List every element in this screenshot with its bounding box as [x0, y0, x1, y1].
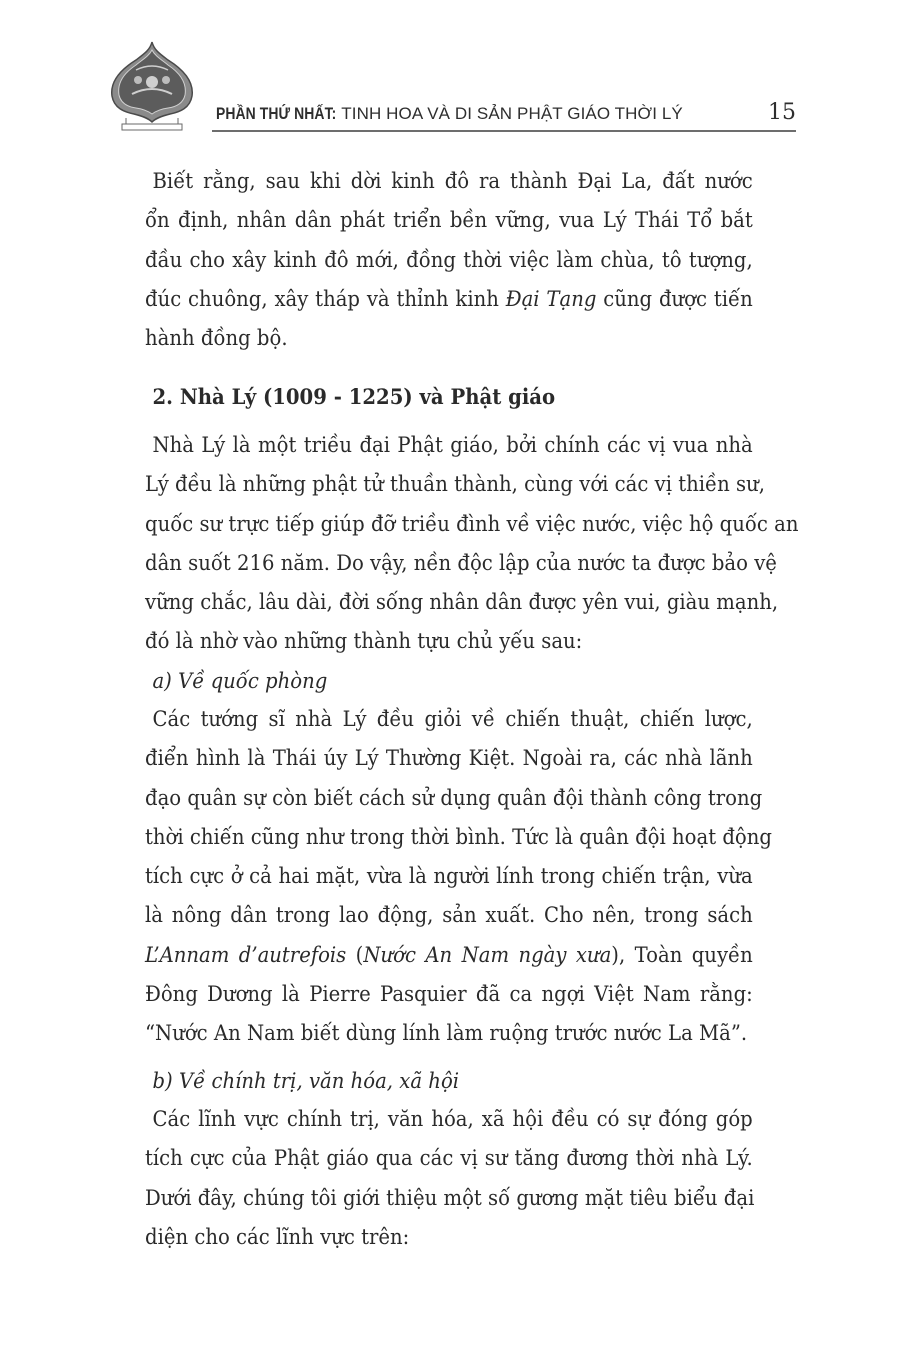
text-line: đạo quân sự còn biết cách sử dụng quân đội thành công trong [145, 785, 763, 810]
subheading-text: a) Về quốc phòng [152, 668, 328, 693]
text-span: ), Toàn quyền [611, 942, 753, 967]
text-line: điển hình là Thái úy Lý Thường Kiệt. Ngoài ra, các nhà lãnh [145, 746, 753, 771]
text-line: ổn định, nhân dân phát triển bền vững, vua Lý Thái Tổ bắt [145, 208, 753, 233]
text-line: là nông dân trong lao động, sản xuất. Cho nên, trong sách [145, 903, 753, 928]
text-line: Các tướng sĩ nhà Lý đều giỏi về chiến thuật, chiến lược, [152, 707, 753, 731]
running-header [216, 104, 683, 124]
paragraph-defense [145, 700, 772, 1054]
text-line: Nhà Lý là một triều đại Phật giáo, bởi chính các vị vua nhà [152, 433, 753, 457]
italic-title: Đại Tạng [505, 286, 597, 311]
paragraph-politics [145, 1100, 753, 1257]
text-line: “Nước An Nam biết dùng lính làm ruộng trước nước La Mã”. [145, 1021, 748, 1046]
subheading-text: b) Về chính trị, văn hóa, xã hội [152, 1069, 460, 1093]
italic-title: Nước An Nam ngày xưa [363, 942, 612, 967]
text-span: cũng được tiến [596, 286, 753, 311]
text-line: thời chiến cũng như trong thời bình. Tức là quân đội hoạt động [145, 824, 772, 849]
text-line: Dưới đây, chúng tôi giới thiệu một số gương mặt tiêu biểu đại [145, 1185, 755, 1210]
text-line: tích cực của Phật giáo qua các vị sư tăng đương thời nhà Lý. [145, 1146, 753, 1171]
subheading-politics [145, 1062, 753, 1101]
subheading-line [145, 1062, 753, 1101]
subheading-defense [145, 662, 753, 701]
text-span: đúc chuông, xây tháp và thỉnh kinh [145, 286, 506, 311]
text-line: Các lĩnh vực chính trị, văn hóa, xã hội đều có sự đóng góp [152, 1107, 753, 1131]
section-heading-text: 2. Nhà Lý (1009 - 1225) và Phật giáo [152, 384, 556, 409]
text-line: đó là nhờ vào những thành tựu chủ yếu sau: [145, 629, 583, 654]
text-line: Biết rằng, sau khi dời kinh đô ra thành Đại La, đất nước [152, 169, 753, 193]
paragraph-ly-dynasty [145, 426, 799, 701]
text-line [145, 936, 753, 975]
text-line: đầu cho xây kinh đô mới, đồng thời việc làm chùa, tô tượng, [145, 247, 753, 272]
text-line [145, 280, 753, 319]
bodhi-leaf-ornament-icon [108, 40, 196, 132]
text-line: quốc sư trực tiếp giúp đỡ triều đình về việc nước, việc hộ quốc an [145, 511, 799, 536]
paragraph-intro [145, 162, 753, 358]
page-number: 15 [768, 100, 796, 125]
part-label: PHẦN THỨ NHẤT: [216, 104, 337, 123]
text-line: vững chắc, lâu dài, đời sống nhân dân được yên vui, giàu mạnh, [145, 590, 779, 615]
chapter-title: TINH HOA VÀ DI SẢN PHẬT GIÁO THỜI LÝ [336, 104, 683, 123]
section-heading [145, 377, 753, 416]
italic-title: L’Annam d’autrefois [145, 942, 347, 967]
text-line: Đông Dương là Pierre Pasquier đã ca ngợi Việt Nam rằng: [145, 982, 753, 1007]
text-line: Lý đều là những phật tử thuần thành, cùng với các vị thiền sư, [145, 472, 765, 497]
text-line: diện cho các lĩnh vực trên: [145, 1224, 410, 1249]
text-line: dân suốt 216 năm. Do vậy, nền độc lập của nước ta được bảo vệ [145, 550, 777, 575]
text-span: ( [346, 942, 364, 967]
text-line: tích cực ở cả hai mặt, vừa là người lính trong chiến trận, vừa [145, 864, 753, 889]
text-line: hành đồng bộ. [145, 326, 288, 351]
header-divider [212, 130, 796, 132]
